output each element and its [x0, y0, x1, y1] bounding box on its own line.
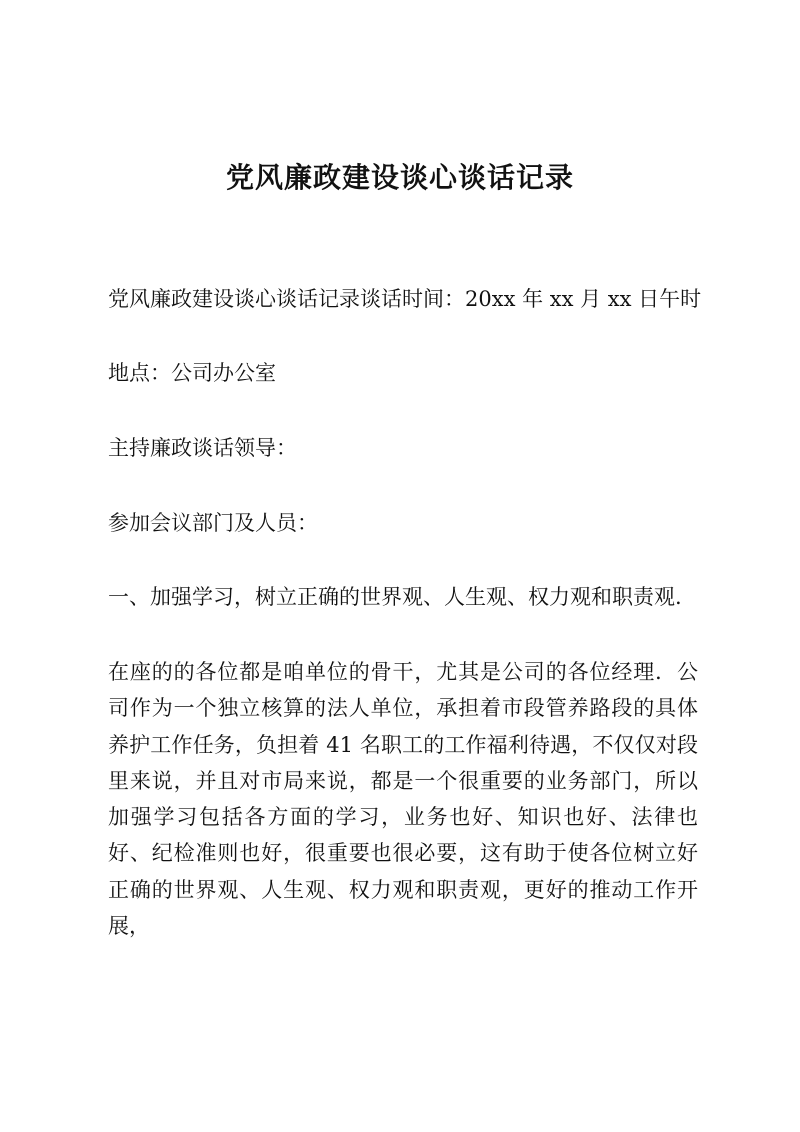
meeting-location-line: 地点：公司办公室: [108, 361, 276, 385]
paragraph-line: 里来说，并且对市局来说，都是一个很重要的业务部门，所以: [108, 768, 698, 793]
meeting-attendees-line: 参加会议部门及人员：: [108, 511, 318, 535]
paragraph-line: 好、纪检准则也好，很重要也很必要，这有助于使各位树立好: [108, 841, 698, 866]
section-heading: 一、加强学习，树立正确的世界观、人生观、权力观和职责观.: [108, 585, 682, 609]
meeting-host-line: 主持廉政谈话领导：: [108, 436, 297, 460]
paragraph-line: 展，: [108, 914, 150, 939]
meeting-time-line: 党风廉政建设谈心谈话记录谈话时间：20xx 年 xx 月 xx 日午时: [108, 287, 702, 311]
paragraph-line: 养护工作任务，负担着 41 名职工的工作福利待遇，不仅仅对段: [108, 732, 698, 757]
body-paragraph: [108, 654, 698, 944]
paragraph-line: 加强学习包括各方面的学习，业务也好、知识也好、法律也: [108, 805, 698, 830]
paragraph-line: 正确的世界观、人生观、权力观和职责观，更好的推动工作开: [108, 877, 698, 902]
paragraph-line: 在座的的各位都是咱单位的骨干，尤其是公司的各位经理．公: [108, 660, 698, 684]
document-title: 党风廉政建设谈心谈话记录: [225, 161, 574, 194]
paragraph-line: 司作为一个独立核算的法人单位，承担着市段管养路段的具体: [108, 696, 698, 721]
